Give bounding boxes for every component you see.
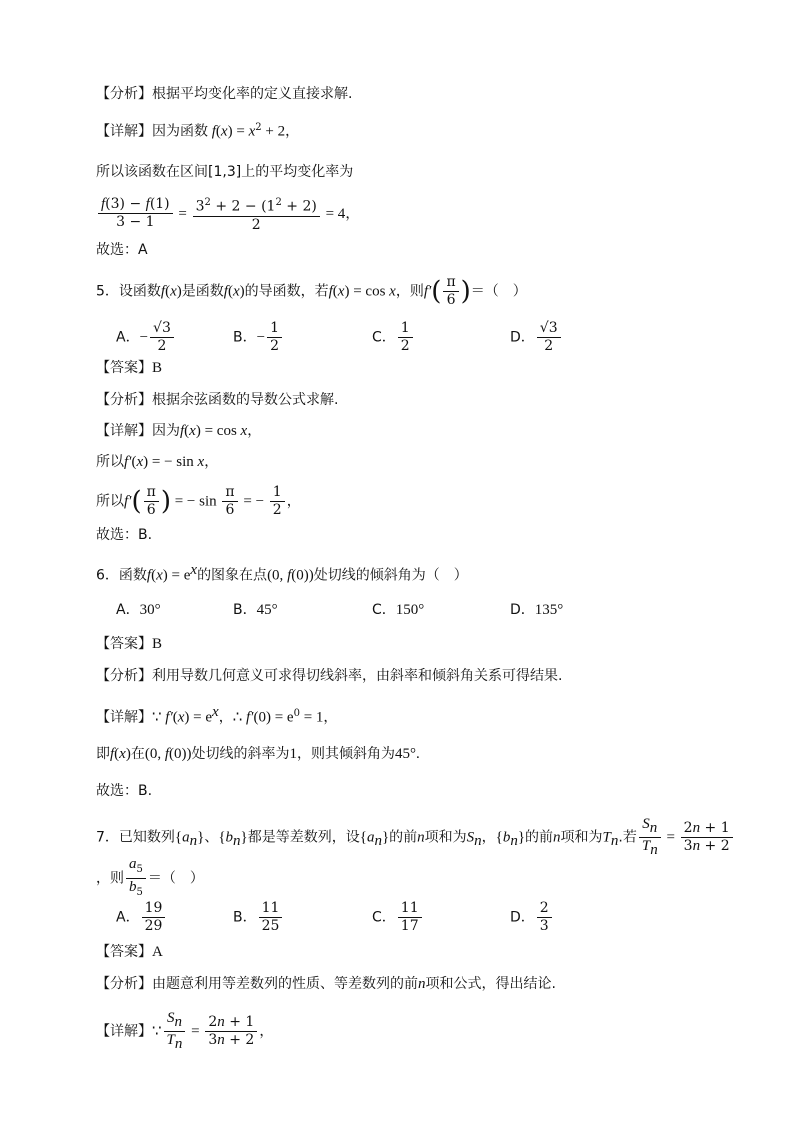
q6-answer: 【答案】B (96, 636, 163, 652)
q7-option-b[interactable]: B． $\frac{11}{25}$ (233, 900, 284, 935)
q7-answer: 【答案】A (96, 944, 163, 960)
q5-detail-line: 【详解】因为f(x) = cos x， (96, 423, 262, 439)
q6-detail-line: 【详解】∵ $f'(x) = e^x$，∴ $f'(0) = e^0 = 1$， (96, 704, 338, 726)
q6-analysis-line: 【分析】利用导数几何意义可求得切线斜率，由斜率和倾斜角关系可得结果. (96, 668, 563, 684)
q4-analysis-line: 【分析】根据平均变化率的定义直接求解. (96, 86, 353, 102)
q5-derivative-line: 所以f′(x) = − sin x， (96, 454, 219, 470)
q7-detail-line: 【详解】∵ $\frac{S_n}{T_n}$ = $\frac{2n + 1}{3n + 2}$ ， (96, 1010, 274, 1052)
q5-evaluate-line: 所以f′( $\frac{\pi}{6}$ ) = − sin $\frac{\pi}{6}$ = − $\frac{1}{2}$ ， (96, 484, 301, 518)
q6-option-d[interactable]: D．135° (510, 602, 564, 618)
q6-option-c[interactable]: C．150° (372, 602, 425, 618)
analysis-tag: 【分析】 (96, 86, 152, 102)
q4-interval-line: 所以该函数在区间[1,3]上的平均变化率为 (96, 164, 354, 180)
q6-answer-line: 故选：B. (96, 783, 153, 799)
q7-stem: 7．已知数列$\{a_n\}$、$\{b_n\}$都是等差数列，设$\{a_n\}$的前n项和为$S_n$，$\{b_n\}$的前n项和为$T_n$.若 $\frac{S_n}{T_n}$ = $\frac{2n + 1}{3n + 2}$ (96, 816, 735, 859)
q7-question: ，则 $\frac{a_5}{b_5}$ ＝（ ） (96, 856, 204, 898)
detail-tag: 【详解】 (96, 123, 152, 140)
q5-option-d[interactable]: D． $\frac{√3}{2}$ (510, 320, 563, 355)
q5-stem: 5．设函数f(x)是函数f(x)的导函数，若f(x) = cos x，则f′( $\frac{\pi}{6}$ )＝（ ） (96, 274, 527, 308)
q5-option-c[interactable]: C． $\frac{1}{2}$ (372, 320, 415, 355)
q7-analysis-line: 【分析】由题意利用等差数列的性质、等差数列的前n项和公式，得出结论. (96, 976, 556, 992)
q7-option-d[interactable]: D． $\frac{2}{3}$ (510, 900, 554, 935)
q4-answer-line: 故选：A (96, 242, 148, 258)
q5-option-a[interactable]: A．− $\frac{√3}{2}$ (116, 320, 176, 355)
q6-option-a[interactable]: A．30° (116, 602, 161, 618)
q4-detail-line: 【详解】因为函数 $f(x) = x^2 + 2$， (96, 122, 300, 140)
q6-stem: 6．函数$f(x) = e^x$的图象在点(0, f(0))处切线的倾斜角为（ ） (96, 562, 468, 584)
q6-slope-line: 即f(x)在(0, f(0))处切线的斜率为1，则其倾斜角为45°. (96, 746, 420, 762)
q5-option-b[interactable]: B．− $\frac{1}{2}$ (233, 320, 284, 355)
q7-option-a[interactable]: A． $\frac{19}{29}$ (116, 900, 167, 935)
q5-answer: 【答案】B (96, 360, 163, 376)
q7-option-c[interactable]: C． $\frac{11}{17}$ (372, 900, 424, 935)
q4-formula: $\frac{f(3) - f(1)}{3 - 1}$ = $\frac{3^2 + 2 - (1^2 + 2)}{2}$ = 4， (96, 194, 359, 234)
q5-answer-line: 故选：B. (96, 527, 153, 543)
q6-option-b[interactable]: B．45° (233, 602, 278, 618)
q5-analysis-line: 【分析】根据余弦函数的导数公式求解. (96, 392, 339, 408)
